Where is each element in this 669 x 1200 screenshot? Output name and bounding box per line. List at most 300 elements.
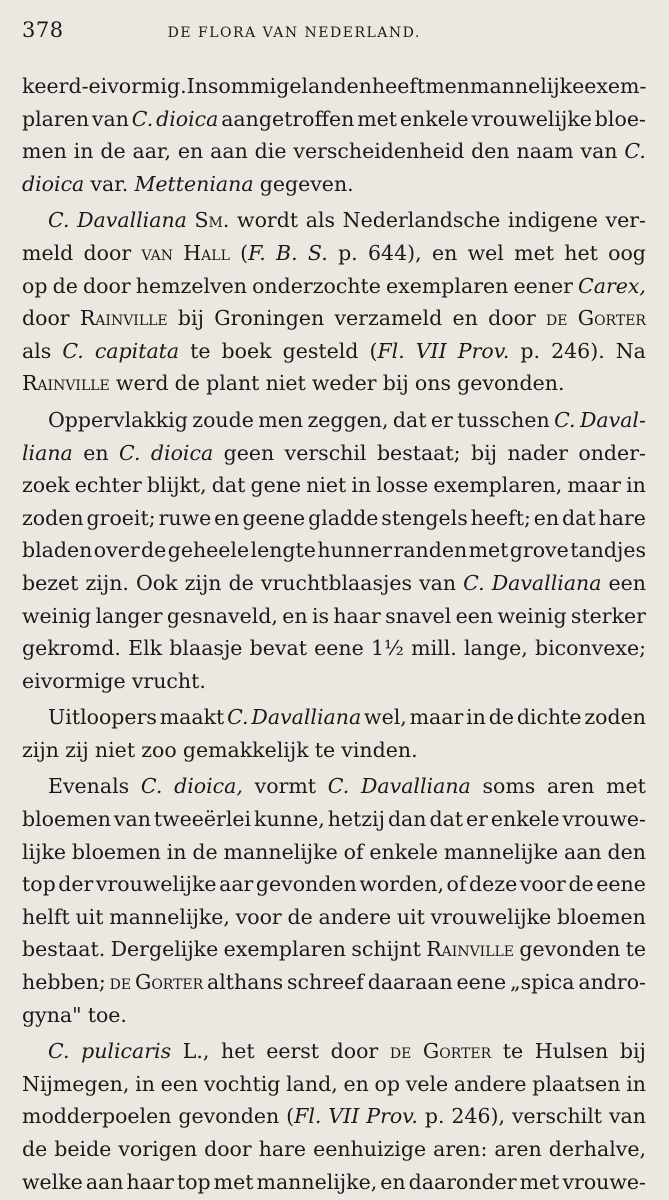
word: een <box>608 570 646 595</box>
word: tandjes <box>570 538 646 563</box>
word: de <box>22 1137 48 1161</box>
word: zijn. <box>85 570 129 595</box>
word: gevonden. <box>457 371 565 396</box>
word: niet <box>306 473 347 498</box>
word: lijke <box>22 839 67 864</box>
word: In <box>186 74 208 98</box>
word: te <box>190 338 211 363</box>
word: met <box>357 106 398 131</box>
text-line <box>22 335 646 368</box>
word: Evenals <box>48 774 130 799</box>
word: de <box>488 705 514 730</box>
word: 246). <box>551 338 605 363</box>
word: de <box>192 839 218 864</box>
text-line <box>22 836 646 869</box>
word: Prov. <box>366 1104 418 1129</box>
word: randen <box>393 538 468 563</box>
text-line <box>22 502 646 535</box>
word: in <box>351 473 372 498</box>
word: verzameld <box>334 306 443 331</box>
word: ons <box>414 371 451 396</box>
word: enkele <box>399 106 469 131</box>
word: exemplaren, <box>433 473 563 498</box>
word: gyna" <box>22 1002 82 1027</box>
word: aan <box>210 139 248 164</box>
word: door <box>22 306 70 331</box>
word: een <box>160 1071 199 1096</box>
word: heeft; <box>470 505 531 530</box>
word: enkele <box>369 839 438 864</box>
word: gevonden <box>255 872 357 897</box>
word: dat <box>429 807 464 832</box>
word: oog <box>608 240 646 265</box>
word: groeit; <box>86 505 156 530</box>
word: andro- <box>578 970 646 995</box>
word: de <box>545 306 568 331</box>
text-line <box>22 70 646 103</box>
word: dan <box>387 807 427 832</box>
word: top <box>22 872 56 897</box>
word: dat <box>562 505 596 530</box>
word: vochtig <box>203 1071 281 1096</box>
word: heeft <box>371 74 426 98</box>
word: haar <box>126 1169 174 1194</box>
word: van <box>580 139 618 164</box>
text-line <box>22 701 646 734</box>
word: in <box>626 1071 646 1096</box>
text-line <box>22 600 646 633</box>
word: vrouwelijke <box>430 904 552 929</box>
word: zijn <box>184 570 222 595</box>
word: C. <box>554 407 576 432</box>
word: uit <box>75 904 104 929</box>
word: het <box>221 1039 255 1064</box>
word: bloemen <box>71 839 161 864</box>
word: verscheidenheid <box>293 139 465 164</box>
text-line <box>22 270 646 303</box>
word: en <box>343 1071 369 1096</box>
word: derhalve, <box>548 1137 646 1161</box>
word: plaatsen <box>532 1071 621 1096</box>
word: dat <box>211 473 246 498</box>
word: mannelijke <box>223 839 338 864</box>
word: andere <box>318 904 392 929</box>
text-line <box>22 632 646 665</box>
word: Davalliana <box>491 570 602 595</box>
page-number: 378 <box>22 18 64 42</box>
word: en <box>452 306 478 331</box>
word: haar <box>333 603 381 628</box>
word: aan <box>85 1169 124 1194</box>
word: Carex, <box>578 273 646 298</box>
word: werd <box>115 371 169 396</box>
word: gladde <box>308 505 379 530</box>
word: aren <box>547 774 595 799</box>
word: bestaat; <box>376 440 461 465</box>
text-line <box>22 901 646 934</box>
word: vele <box>405 1071 449 1096</box>
word: Groningen <box>214 306 325 331</box>
word: hetzij <box>327 807 385 832</box>
text-line <box>22 135 646 168</box>
word: en <box>177 139 204 164</box>
word: door <box>204 1137 252 1161</box>
word: C. <box>48 208 70 233</box>
word: kunne, <box>254 807 325 832</box>
word: schijnt <box>351 937 421 962</box>
word: dat <box>392 407 427 432</box>
word: ver- <box>605 208 646 233</box>
word: Elk <box>128 636 163 661</box>
word: Daval- <box>579 407 646 432</box>
word: soms <box>482 774 536 799</box>
word: eene <box>314 636 364 661</box>
word: weinig <box>22 603 92 628</box>
word: grove <box>509 538 569 563</box>
word: worden, <box>359 872 444 897</box>
text-line <box>22 567 646 600</box>
text-line <box>22 665 646 698</box>
word: door <box>330 1039 379 1064</box>
word: bij <box>470 440 498 465</box>
word: sommige <box>207 74 302 98</box>
word: vrouwe- <box>562 807 646 832</box>
word: Dergelijke <box>110 937 219 962</box>
word: C. <box>327 774 350 799</box>
word: in <box>466 705 486 730</box>
word: daaraan <box>367 970 453 995</box>
word: de <box>568 872 594 897</box>
word: (Fl. <box>369 338 405 363</box>
word: wordt <box>237 208 299 233</box>
word: S. <box>307 240 328 265</box>
word: Hulsen <box>534 1039 609 1064</box>
word: men <box>258 407 304 432</box>
word: schreef <box>287 970 364 995</box>
word: vrouwe- <box>562 1169 646 1194</box>
word: Oppervlakkig <box>48 407 188 432</box>
text-line <box>22 933 646 966</box>
text-line <box>22 534 646 567</box>
word: van <box>113 807 151 832</box>
word: te <box>625 937 646 962</box>
word: meld <box>22 240 74 265</box>
word: en <box>282 603 308 628</box>
word: C. <box>140 774 163 799</box>
word: liana <box>22 440 73 465</box>
word: hare <box>598 505 646 530</box>
word: door <box>83 273 131 298</box>
word: men <box>22 139 67 164</box>
text-line <box>22 1100 646 1133</box>
word: dioica <box>156 106 219 131</box>
word: C. <box>624 139 646 164</box>
running-title: DE FLORA VAN NEDERLAND. <box>167 25 421 41</box>
text-line <box>22 1068 646 1101</box>
word: p. <box>424 1104 445 1129</box>
word: C. <box>463 570 485 595</box>
word: vruchtblaasjes <box>260 570 413 595</box>
text-line <box>22 404 646 437</box>
word: deze <box>469 872 518 897</box>
word: aan <box>563 839 602 864</box>
word: Gorter <box>577 306 646 331</box>
word: de <box>109 970 132 995</box>
text-line <box>22 999 646 1032</box>
word: landen <box>301 74 372 98</box>
word: verschil <box>284 440 367 465</box>
word: stengels <box>381 505 468 530</box>
word: Prov. <box>457 338 510 363</box>
word: mill. <box>411 636 457 661</box>
word: den <box>471 139 510 164</box>
word: Rainville <box>22 371 110 396</box>
word: Rainville <box>79 306 168 331</box>
text-line <box>22 469 646 502</box>
word: als <box>305 208 336 233</box>
word: met <box>213 1169 254 1194</box>
word: wel <box>467 240 504 265</box>
word: snavel <box>385 603 452 628</box>
word: andere <box>453 1071 527 1096</box>
word: te <box>502 1039 524 1064</box>
word: Na <box>615 338 646 363</box>
word: en <box>214 505 240 530</box>
text-line <box>22 367 646 400</box>
word: gekromd. <box>22 636 121 661</box>
word: tweeërlei <box>153 807 252 832</box>
word: blaasje <box>169 636 243 661</box>
word: voor <box>519 872 566 897</box>
word: C. <box>118 440 141 465</box>
word: der <box>58 872 94 897</box>
word: L., <box>182 1039 210 1064</box>
word: vorigen <box>118 1137 198 1161</box>
word: onderzochte <box>252 273 381 298</box>
word: 644), <box>368 240 422 265</box>
word: als <box>22 338 52 363</box>
body-text <box>22 70 646 1198</box>
word: zoo <box>141 737 177 762</box>
word: in <box>166 839 187 864</box>
word: eenhuizige <box>313 1137 427 1161</box>
word: een <box>455 603 494 628</box>
word: p. <box>520 338 541 363</box>
word: vrouwelijke <box>95 872 217 897</box>
word: en <box>380 1169 406 1194</box>
text-line <box>22 770 646 803</box>
word: langer <box>95 603 163 628</box>
word: bladen <box>22 538 93 563</box>
word: 1½ <box>371 636 404 661</box>
word: zoden <box>584 705 646 730</box>
word: of <box>446 872 467 897</box>
word: de <box>141 538 167 563</box>
word: var. <box>90 171 129 196</box>
word: aren: <box>433 1137 488 1161</box>
word: eene <box>456 970 507 995</box>
word: de <box>389 1039 412 1064</box>
word: bloemen <box>556 904 646 929</box>
word: eene <box>596 872 646 897</box>
word: gesnaveld, <box>166 603 278 628</box>
word: gesteld <box>282 338 359 363</box>
word: mannelijke <box>443 839 559 864</box>
word: C. <box>131 106 154 131</box>
word: mannelijke <box>470 74 585 98</box>
word: den <box>607 839 646 864</box>
word: „spica <box>509 970 575 995</box>
word: gegeven. <box>259 171 354 196</box>
word: althans <box>207 970 284 995</box>
word: eener <box>513 273 573 298</box>
word: aar <box>219 872 254 897</box>
word: aangetroffen <box>221 106 355 131</box>
word: dioica, <box>174 774 243 799</box>
text-line <box>22 302 646 335</box>
text-line <box>22 237 646 270</box>
word: gene <box>250 473 302 498</box>
word: van <box>91 106 129 131</box>
word: of <box>343 839 364 864</box>
word: VII <box>328 1104 360 1129</box>
word: Rainville <box>426 937 515 962</box>
word: exem- <box>584 74 647 98</box>
word: bevat <box>249 636 307 661</box>
word: de <box>228 570 254 595</box>
word: boek <box>221 338 272 363</box>
word: de <box>52 273 78 298</box>
word: pulicaris <box>81 1039 172 1064</box>
word: Gorter <box>134 970 204 995</box>
word: zoek <box>22 473 70 498</box>
word: toe. <box>87 1002 127 1027</box>
word: de <box>287 904 313 929</box>
word: Hall <box>183 240 230 265</box>
word: dioica <box>22 171 85 196</box>
word: gevonden <box>178 1104 280 1129</box>
word: C. <box>48 1039 70 1064</box>
word: voor <box>235 904 282 929</box>
word: Nijmegen, <box>22 1071 130 1096</box>
word: top <box>176 1169 211 1194</box>
word: zeggen, <box>307 407 389 432</box>
word: p. <box>338 240 358 265</box>
word: aar, <box>132 139 171 164</box>
word: capitata <box>94 338 180 363</box>
word: indigene <box>507 208 598 233</box>
word: maar <box>567 473 622 498</box>
word: weder <box>311 371 377 396</box>
word: C. <box>62 338 84 363</box>
word: maakt <box>159 705 225 730</box>
word: met <box>519 1169 560 1194</box>
word: hunner <box>317 538 393 563</box>
word: gevonden <box>519 937 621 962</box>
text-line <box>22 803 646 836</box>
word: van <box>608 1104 646 1129</box>
word: naam <box>516 139 574 164</box>
word: daaronder <box>408 1169 517 1194</box>
word: welke <box>22 1169 83 1194</box>
word: land, <box>286 1071 338 1096</box>
word: vinden. <box>341 737 418 762</box>
word: 246), <box>451 1104 506 1129</box>
word: ruwe <box>158 505 212 530</box>
page-header <box>22 18 647 48</box>
word: door <box>488 306 536 331</box>
word: echter <box>74 473 142 498</box>
word: te <box>314 737 336 762</box>
word: lange, <box>463 636 528 661</box>
word: bestaat. <box>22 937 106 962</box>
word: aren <box>494 1137 542 1161</box>
word: nader <box>507 440 568 465</box>
word: wel, <box>364 705 407 730</box>
word: geheele <box>167 538 250 563</box>
word: losse <box>376 473 429 498</box>
word: met <box>514 240 554 265</box>
word: Ook <box>135 570 178 595</box>
word: vormt <box>254 774 317 799</box>
word: gemakkelijk <box>182 737 309 762</box>
word: van <box>141 240 173 265</box>
word: uit <box>396 904 425 929</box>
word: hare <box>258 1137 307 1161</box>
word: zoden <box>22 505 84 530</box>
word: verschilt <box>511 1104 603 1129</box>
word: bij <box>619 1039 646 1064</box>
word: lengte <box>250 538 316 563</box>
text-line <box>22 966 646 999</box>
word: Davalliana <box>251 705 362 730</box>
word: eerst <box>266 1039 320 1064</box>
word: zijn <box>22 737 59 762</box>
word: zoude <box>192 407 254 432</box>
word: men <box>425 74 470 98</box>
word: en <box>431 240 458 265</box>
word: B. <box>276 240 298 265</box>
word: hemzelven <box>135 273 247 298</box>
word: in <box>135 1071 155 1096</box>
word: (Fl. <box>286 1104 322 1129</box>
word: in <box>73 139 94 164</box>
word: Sm. <box>194 208 230 233</box>
text-line <box>22 168 646 201</box>
word: VII <box>415 338 447 363</box>
word: op <box>22 273 48 298</box>
word: beide <box>54 1137 112 1161</box>
word: met <box>468 538 509 563</box>
word: weinig <box>497 603 567 628</box>
word: dioica <box>150 440 214 465</box>
word: in <box>626 473 646 498</box>
word: over <box>93 538 140 563</box>
word: C. <box>227 705 249 730</box>
word: eivormige <box>22 668 126 693</box>
word: en <box>533 505 560 530</box>
word: dichte <box>516 705 582 730</box>
word: Uitloopers <box>48 705 157 730</box>
word: mannelijke, <box>109 904 230 929</box>
word: blijkt, <box>146 473 207 498</box>
word: bezet <box>22 570 79 595</box>
word: de <box>174 371 200 396</box>
word: (F. <box>240 240 266 265</box>
word: niet <box>94 737 136 762</box>
word: vrucht. <box>131 668 206 693</box>
text-line <box>22 103 646 136</box>
